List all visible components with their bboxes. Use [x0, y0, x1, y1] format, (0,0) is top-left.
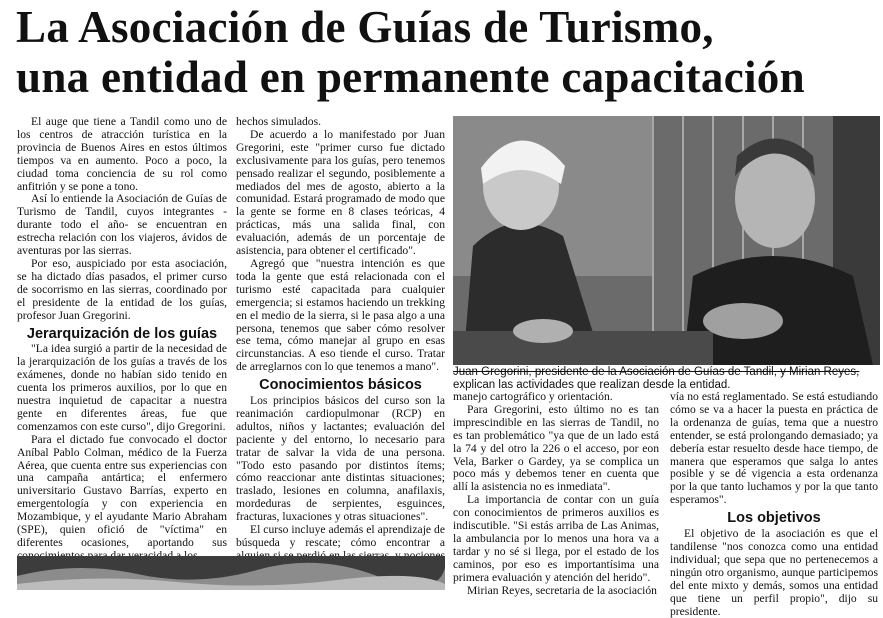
caption-text: explican las actividades que realizan desde la entidad.: [453, 378, 731, 391]
paragraph: El objetivo de la asociación es que el tandilense "nos conozca como una entidad individual; que sepa que no pertenecemos a ningún otro organismo, aunque participemos del ente mixto y demás, somos una entidad que tiene un perfil propio", dijo su presidente.: [670, 527, 878, 618]
section-heading: Conocimientos básicos: [259, 377, 422, 394]
paragraph: Agregó que "nuestra intención es que toda la gente que está relacionada con el turismo esté capacitada para cualquier emergencia; si estamos haciendo un trekking en el medio de la sierra, si le pasa algo a una persona, tenemos que saber cómo resolver ese tema, cómo manejar al grupo en esas circunstancias. A eso tiende el curso. Tratar de arreglarnos con lo que tenemos a mano".: [236, 256, 445, 374]
photo-illustration: [453, 116, 880, 365]
headline-line2: una entidad en permanente capacitación: [16, 52, 805, 102]
paragraph: La importancia de contar con un guía con conocimientos de primeros auxilios es indiscutible. "Si estás arriba de Las Animas, la ambulancia por lo menos una hora va a tardar y no sé si llega, por el estado de los caminos, por eso es importantísima una primera evaluación y atención del herido".: [453, 493, 659, 584]
article-column-1: [17, 116, 227, 563]
headline-line1: La Asociación de Guías de Turismo,: [16, 2, 714, 52]
paragraph: hechos simulados.: [236, 115, 322, 128]
article-column-4: [670, 391, 878, 618]
headline: [16, 2, 876, 102]
photo-caption: [453, 366, 880, 391]
caption-names: Juan Gregorini, presidente de la Asociación de Guías de Tandil, y Mirian Reyes,: [453, 366, 860, 378]
section-heading: Los objetivos: [727, 510, 821, 527]
paragraph: Por eso, auspiciado por esta asociación, se ha dictado días pasados, el primer curso de socorrismo en las sierras, coordinado por el presidente de la entidad de los guías, profesor Juan Gregorini.: [17, 256, 227, 322]
section-heading: Jerarquización de los guías: [26, 325, 218, 342]
paragraph: El auge que tiene a Tandil como uno de los centros de atracción turística en la provincia de Buenos Aires en estos últimos tiempos va en aumento. Poco a poco, la ciudad toma conciencia de su rol como anfitrión y se pone a tono.: [17, 115, 227, 193]
paragraph: Mirian Reyes, secretaria de la asociación: [467, 583, 657, 597]
bottom-photo-illustration: [17, 556, 445, 590]
paragraph: Para Gregorini, esto último no es tan imprescindible en las sierras de Tandil, no es tan problemático "ya que de un lado está la 74 y del otro la 226 o el acceso, por eon Vela, Barker o Gardey, ya se complica un poco más y debemos tener en cuenta que allí la asistencia no es inmediata".: [453, 402, 659, 494]
bottom-photo: [17, 556, 445, 590]
article-column-3: [453, 391, 659, 598]
article-column-2: [236, 116, 445, 576]
paragraph: vía no está reglamentado. Se está estudiando cómo se va a hacer la puesta en práctica de la ordenanza de guías, tema que a nuestro entender, se está prolongando demasiado; ya debería estar resuelto desde hace tiempo, de manera que esperamos que salga lo antes posible y se dé vigencia a esta ordenanza por la que tanto luchamos y por la que tanto esperamos".: [670, 390, 878, 507]
paragraph: Así lo entiende la Asociación de Guías de Turismo de Tandil, cuyos integrantes - durante todo el año- se encuentran en estrecha relación con los viajeros, ávidos de aventuras por las sierras.: [17, 192, 227, 258]
paragraph: El curso incluye además el aprendizaje de búsqueda y rescate; cómo encontrar a: [236, 523, 445, 549]
paragraph: De acuerdo a lo manifestado por Juan Gregorini, este "primer curso fue dictado exclusivamente para los guías, pero tenemos pensado realizar el segundo, posiblemente a mediados del mes de agosto, abierto a la comunidad. Estará programado de modo que la gente se forme en 8 clases teóricas, 4 prácticas, más una salida final, con evaluación, además de un porcentaje de asistencia, para obtener el certificado".: [236, 127, 445, 258]
paragraph: "La idea surgió a partir de la necesidad de la jerarquización de los guías a través de los exámenes, donde no habían sido tenido en cuenta los primeros auxilios, por lo que en nuestra inquietud de capacitar a nuestra gente en diferentes áreas, fue que comenzamos con este curso", dijo Gregorini.: [17, 342, 227, 433]
paragraph: manejo cartográfico y orientación.: [453, 390, 613, 403]
paragraph: Los principios básicos del curso son la reanimación cardiopulmonar (RCP) en adultos, niños y lactantes; evaluación del paciente y del entorno, lo necesario para tratar de salvar la vida de una persona. "Todo esto pasando por distintos ítems; cómo reaccionar ante distintas situaciones; traslado, lesiones en columna, anafilaxis, mordeduras de serpientes, esguinces, fracturas, luxaciones y otras situaciones".: [236, 394, 445, 524]
paragraph: Para el dictado fue convocado el doctor Aníbal Pablo Colman, médico de la Fuerza Aérea, que cuenta entre sus experiencias con una campaña antártica; el enfermero universitario Gustavo Barrías, experto en emergentología y con experiencia en Mozambique, y el ayudante Mario Abraham (SPE), quien ofició de "víctima" en diferentes ocasiones, aportando sus: [17, 432, 227, 549]
news-photo: [453, 116, 880, 365]
